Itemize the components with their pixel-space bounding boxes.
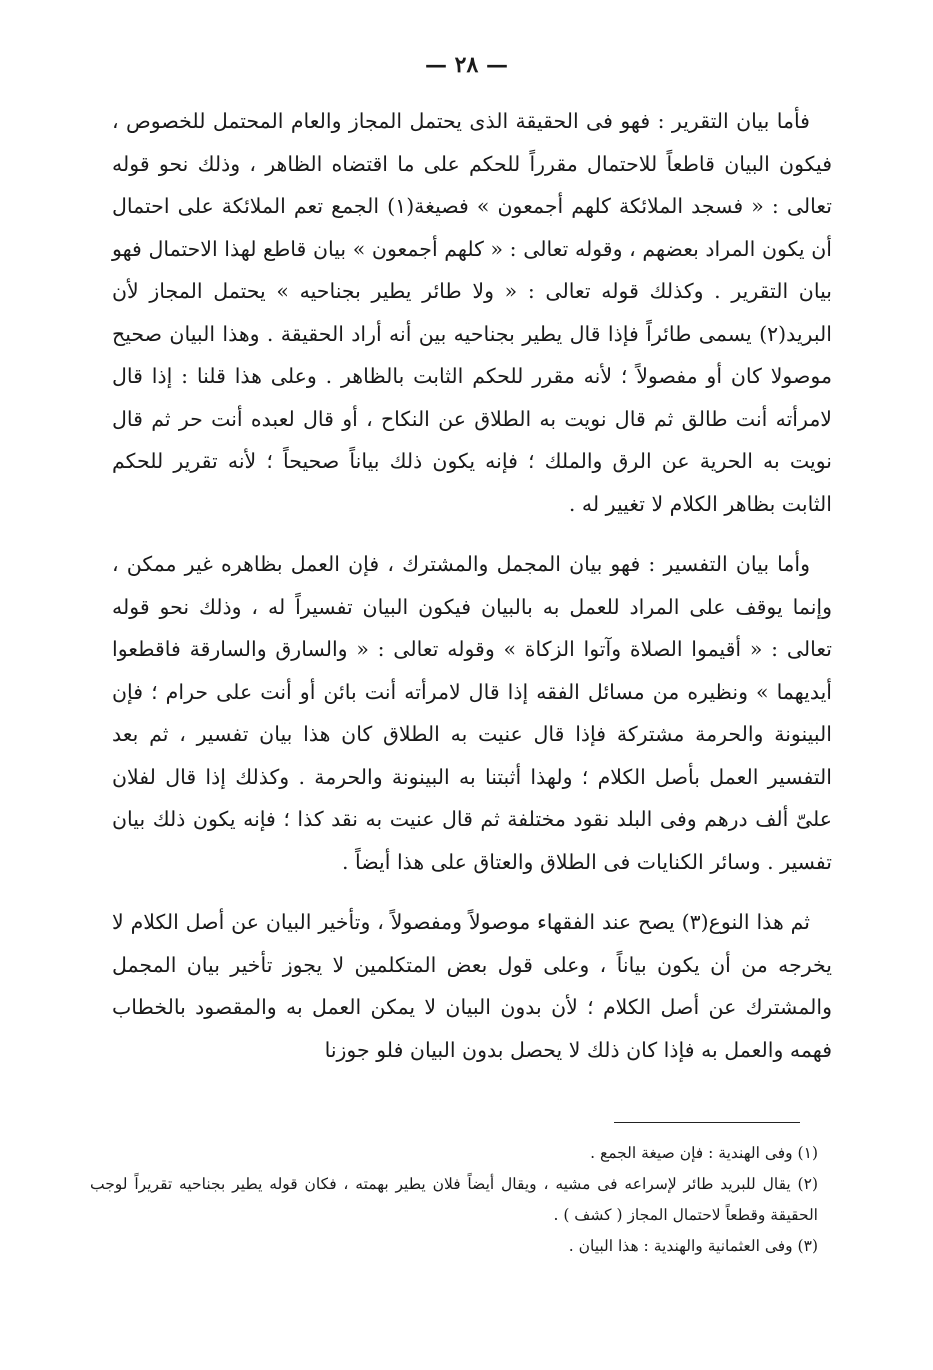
main-text	[112, 100, 832, 1071]
paragraph-taqrir: فأما بيان التقرير : فهو فى الحقيقة الذى يحتمل المجاز والعام المحتمل للخصوص ، فيكون البيان قاطعاً للاحتمال مقرراً للحكم على ما اقتضاه الظاهر ، وذلك نحو قوله تعالى : « فسجد الملائكة كلهم أجمعون » فصيغة(١) الجمع تعم الملائكة على احتمال أن يكون المراد بعضهم ، وقوله تعالى : « كلهم أجمعون » بيان قاطع لهذا الاحتمال فهو بيان التقرير . وكذلك قوله تعالى : « ولا طائر يطير بجناحيه » يحتمل المجاز لأن البريد(٢) يسمى طائراً فإذا قال يطير بجناحيه بين أنه أراد الحقيقة . وهذا البيان صحيح موصولا كان أو مفصولاً ؛ لأنه مقرر للحكم الثابت بالظاهر . وعلى هذا قلنا : إذا قال لامرأته أنت طالق ثم قال نويت به الطلاق عن النكاح ، أو قال لعبده أنت حر ثم قال نويت به الحرية عن الرق والملك ؛ فإنه يكون ذلك بياناً صحيحاً ؛ لأنه تقرير للحكم الثابت بظاهر الكلام لا تغيير له .	[112, 109, 832, 516]
footnotes	[90, 1138, 830, 1262]
footnote-2: (٢) يقال للبريد طائر لإسراعه فى مشيه ، ويقال أيضاً فلان يطير بهمته ، فكان قوله يطير بجناحيه تقريراً لوجب الحقيقة وقطعاً لاحتمال المجاز ( كشف ) .	[90, 1175, 818, 1224]
footnote-1: (١) وفى الهندية : فإن صيغة الجمع .	[590, 1144, 818, 1162]
paragraph-naw: ثم هذا النوع(٣) يصح عند الفقهاء موصولاً ومفصولاً ، وتأخير البيان عن أصل الكلام لا يخرجه من أن يكون بياناً ، وعلى قول بعض المتكلمين لا يجوز تأخير بيان المجمل والمشترك عن أصل الكلام ؛ لأن بدون البيان لا يمكن العمل به والمقصود بالخطاب فهمه والعمل به فإذا كان ذلك لا يحصل بدون البيان فلو جوزنا	[112, 910, 832, 1062]
footnote-separator	[614, 1122, 800, 1123]
footnote-3: (٣) وفى العثمانية والهندية : هذا البيان .	[568, 1237, 818, 1255]
paragraph-tafsir: وأما بيان التفسير : فهو بيان المجمل والمشترك ، فإن العمل بظاهره غير ممكن ، وإنما يوقف على المراد للعمل به بالبيان فيكون البيان تفسيراً له ، وذلك نحو قوله تعالى : « أقيموا الصلاة وآتوا الزكاة » وقوله تعالى : « والسارق والسارقة فاقطعوا أيديهما » ونظيره من مسائل الفقه إذا قال لامرأته أنت بائن أو أنت على حرام ؛ فإن البينونة والحرمة مشتركة فإذا قال عنيت به الطلاق كان هذا بيان تفسير ، ثم بعد التفسير العمل بأصل الكلام ؛ ولهذا أثبتنا به البينونة والحرمة . وكذلك إذا قال لفلان علىّ ألف درهم وفى البلد نقود مختلفة ثم قال عنيت به نقد كذا ؛ فإنه يكون ذلك بيان تفسير . وسائر الكنايات فى الطلاق والعتاق على هذا أيضاً .	[112, 552, 832, 874]
page-number: — ٢٨ —	[425, 52, 508, 78]
